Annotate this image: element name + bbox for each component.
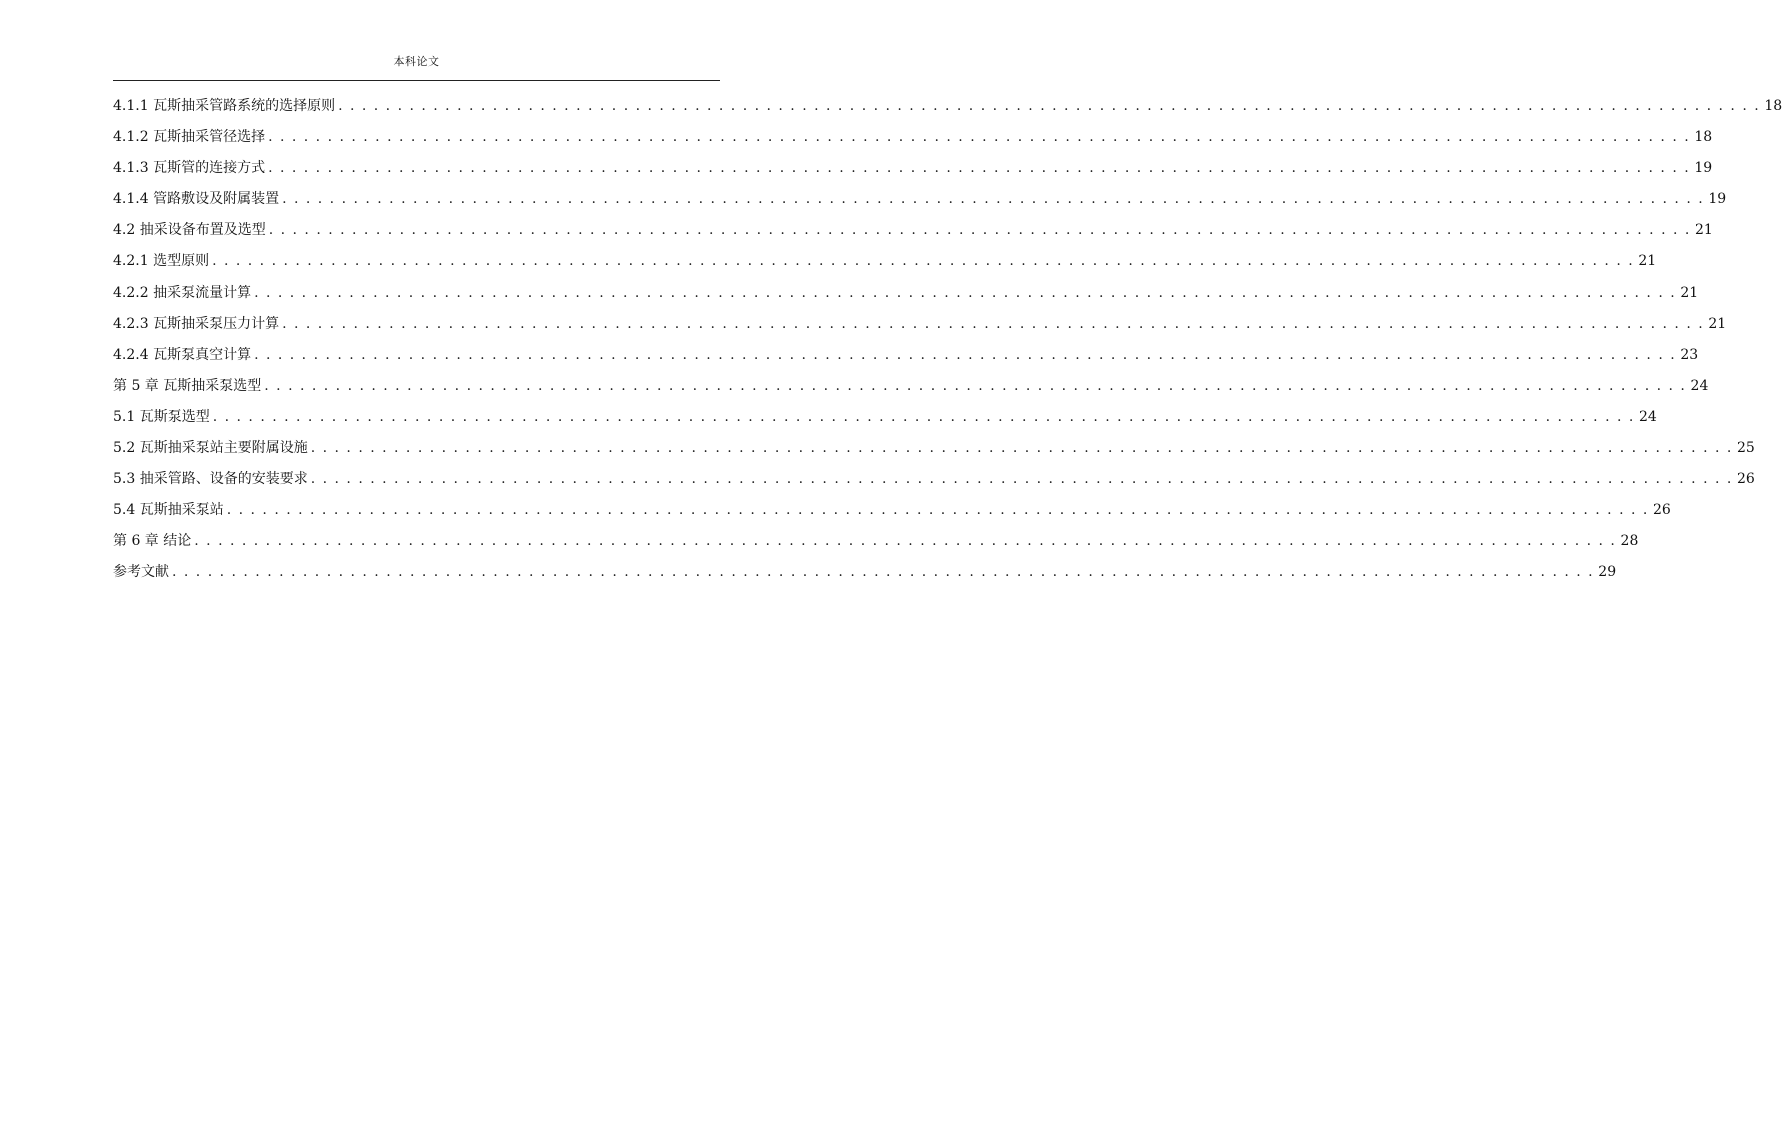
toc-dot-leader: . . . . . . . . . . . . . . . . . . . . . . . . . . . . . . . . . . . . . . . . . . . . . . . . . . . . . . . . . . . . . . . . . . . . . . . . . . . . . . . . . . . . . . . . . . . . . . . . . . . . . . . . . . . . . . . . . . . . . . . . bbox=[254, 346, 1677, 363]
toc-entry[interactable] bbox=[113, 282, 1699, 313]
toc-entry-title: 4.1.4 管路敷设及附属装置 bbox=[113, 191, 280, 208]
toc-dot-leader: . . . . . . . . . . . . . . . . . . . . . . . . . . . . . . . . . . . . . . . . . . . . . . . . . . . . . . . . . . . . . . . . . . . . . . . . . . . . . . . . . . . . . . . . . . . . . . . . . . . . . . . . . . . . . . . . . . . . . . . . bbox=[194, 533, 1617, 550]
toc-dot-leader: . . . . . . . . . . . . . . . . . . . . . . . . . . . . . . . . . . . . . . . . . . . . . . . . . . . . . . . . . . . . . . . . . . . . . . . . . . . . . . . . . . . . . . . . . . . . . . . . . . . . . . . . . . . . . . . . . . . . . . . . bbox=[268, 129, 1691, 146]
toc-dot-leader: . . . . . . . . . . . . . . . . . . . . . . . . . . . . . . . . . . . . . . . . . . . . . . . . . . . . . . . . . . . . . . . . . . . . . . . . . . . . . . . . . . . . . . . . . . . . . . . . . . . . . . . . . . . . . . . . . . . . . . . . bbox=[338, 98, 1761, 114]
toc-dot-leader: . . . . . . . . . . . . . . . . . . . . . . . . . . . . . . . . . . . . . . . . . . . . . . . . . . . . . . . . . . . . . . . . . . . . . . . . . . . . . . . . . . . . . . . . . . . . . . . . . . . . . . . . . . . . . . . . . . . . . . . . bbox=[310, 471, 1733, 488]
toc-entry[interactable] bbox=[113, 530, 1639, 561]
toc-entry-title: 4.1.1 瓦斯抽采管路系统的选择原则 bbox=[113, 98, 336, 114]
toc-entry[interactable] bbox=[113, 375, 1709, 406]
toc-entry-page-number: 24 bbox=[1639, 408, 1657, 425]
toc-entry[interactable] bbox=[113, 344, 1699, 375]
toc-entry-title: 5.3 抽采管路、设备的安装要求 bbox=[113, 471, 308, 488]
toc-entry[interactable] bbox=[113, 406, 1657, 437]
table-of-contents bbox=[113, 95, 1782, 593]
toc-entry-page-number: 28 bbox=[1620, 533, 1639, 550]
toc-entry-page-number: 18 bbox=[1694, 129, 1713, 146]
toc-dot-leader: . . . . . . . . . . . . . . . . . . . . . . . . . . . . . . . . . . . . . . . . . . . . . . . . . . . . . . . . . . . . . . . . . . . . . . . . . . . . . . . . . . . . . . . . . . . . . . . . . . . . . . . . . . . . . . . . . . . . . . . . bbox=[268, 160, 1691, 177]
toc-dot-leader: . . . . . . . . . . . . . . . . . . . . . . . . . . . . . . . . . . . . . . . . . . . . . . . . . . . . . . . . . . . . . . . . . . . . . . . . . . . . . . . . . . . . . . . . . . . . . . . . . . . . . . . . . . . . . . . . . . . . . . . . bbox=[310, 440, 1733, 457]
toc-entry-page-number: 26 bbox=[1737, 471, 1755, 488]
toc-entry[interactable] bbox=[113, 561, 1617, 592]
toc-entry[interactable] bbox=[113, 219, 1713, 250]
toc-entry-page-number: 23 bbox=[1680, 346, 1699, 363]
toc-dot-leader: . . . . . . . . . . . . . . . . . . . . . . . . . . . . . . . . . . . . . . . . . . . . . . . . . . . . . . . . . . . . . . . . . . . . . . . . . . . . . . . . . . . . . . . . . . . . . . . . . . . . . . . . . . . . . . . . . . . . . . . . bbox=[172, 564, 1595, 581]
toc-entry-page-number: 29 bbox=[1598, 564, 1617, 581]
toc-entry[interactable] bbox=[113, 437, 1755, 468]
toc-entry-title: 4.2.1 选型原则 bbox=[113, 253, 210, 270]
toc-entry-page-number: 26 bbox=[1653, 502, 1671, 519]
toc-entry[interactable] bbox=[113, 313, 1727, 344]
toc-entry-title: 5.4 瓦斯抽采泵站 bbox=[113, 502, 224, 519]
toc-entry-page-number: 25 bbox=[1737, 440, 1755, 457]
toc-entry-page-number: 21 bbox=[1680, 284, 1699, 301]
toc-entry[interactable] bbox=[113, 188, 1727, 219]
page-header: 本科论文 bbox=[393, 55, 440, 68]
toc-entry-page-number: 19 bbox=[1708, 191, 1727, 208]
toc-entry-page-number: 24 bbox=[1690, 377, 1709, 394]
toc-entry-title: 4.1.3 瓦斯管的连接方式 bbox=[113, 160, 266, 177]
toc-entry[interactable] bbox=[113, 126, 1713, 157]
toc-entry-title: 4.2.2 抽采泵流量计算 bbox=[113, 284, 252, 301]
toc-dot-leader: . . . . . . . . . . . . . . . . . . . . . . . . . . . . . . . . . . . . . . . . . . . . . . . . . . . . . . . . . . . . . . . . . . . . . . . . . . . . . . . . . . . . . . . . . . . . . . . . . . . . . . . . . . . . . . . . . . . . . . . . bbox=[226, 502, 1649, 519]
toc-entry[interactable] bbox=[113, 468, 1755, 499]
toc-entry-page-number: 21 bbox=[1695, 222, 1713, 239]
toc-entry-title: 5.2 瓦斯抽采泵站主要附属设施 bbox=[113, 440, 308, 457]
toc-dot-leader: . . . . . . . . . . . . . . . . . . . . . . . . . . . . . . . . . . . . . . . . . . . . . . . . . . . . . . . . . . . . . . . . . . . . . . . . . . . . . . . . . . . . . . . . . . . . . . . . . . . . . . . . . . . . . . . . . . . . . . . . bbox=[282, 315, 1705, 332]
toc-entry-title: 参考文献 bbox=[113, 564, 169, 581]
toc-entry-page-number: 21 bbox=[1708, 315, 1727, 332]
toc-entry-page-number: 18 bbox=[1764, 98, 1782, 114]
toc-entry-page-number: 19 bbox=[1694, 160, 1713, 177]
toc-entry-title: 第 5 章 瓦斯抽采泵选型 bbox=[113, 377, 262, 394]
toc-dot-leader: . . . . . . . . . . . . . . . . . . . . . . . . . . . . . . . . . . . . . . . . . . . . . . . . . . . . . . . . . . . . . . . . . . . . . . . . . . . . . . . . . . . . . . . . . . . . . . . . . . . . . . . . . . . . . . . . . . . . . . . . bbox=[282, 191, 1705, 208]
toc-entry-title: 4.2.4 瓦斯泵真空计算 bbox=[113, 346, 252, 363]
header-divider bbox=[113, 80, 720, 81]
toc-entry[interactable] bbox=[113, 157, 1713, 188]
toc-entry[interactable] bbox=[113, 499, 1671, 530]
toc-dot-leader: . . . . . . . . . . . . . . . . . . . . . . . . . . . . . . . . . . . . . . . . . . . . . . . . . . . . . . . . . . . . . . . . . . . . . . . . . . . . . . . . . . . . . . . . . . . . . . . . . . . . . . . . . . . . . . . . . . . . . . . . bbox=[212, 253, 1635, 270]
toc-entry[interactable] bbox=[113, 95, 1782, 126]
toc-entry-title: 4.2.3 瓦斯抽采泵压力计算 bbox=[113, 315, 280, 332]
toc-entry-title: 4.1.2 瓦斯抽采管径选择 bbox=[113, 129, 266, 146]
toc-entry-title: 4.2 抽采设备布置及选型 bbox=[113, 222, 266, 239]
toc-dot-leader: . . . . . . . . . . . . . . . . . . . . . . . . . . . . . . . . . . . . . . . . . . . . . . . . . . . . . . . . . . . . . . . . . . . . . . . . . . . . . . . . . . . . . . . . . . . . . . . . . . . . . . . . . . . . . . . . . . . . . . . . bbox=[268, 222, 1691, 239]
toc-dot-leader: . . . . . . . . . . . . . . . . . . . . . . . . . . . . . . . . . . . . . . . . . . . . . . . . . . . . . . . . . . . . . . . . . . . . . . . . . . . . . . . . . . . . . . . . . . . . . . . . . . . . . . . . . . . . . . . . . . . . . . . . bbox=[212, 408, 1635, 425]
toc-dot-leader: . . . . . . . . . . . . . . . . . . . . . . . . . . . . . . . . . . . . . . . . . . . . . . . . . . . . . . . . . . . . . . . . . . . . . . . . . . . . . . . . . . . . . . . . . . . . . . . . . . . . . . . . . . . . . . . . . . . . . . . . bbox=[264, 377, 1687, 394]
toc-entry-title: 第 6 章 结论 bbox=[113, 533, 192, 550]
toc-dot-leader: . . . . . . . . . . . . . . . . . . . . . . . . . . . . . . . . . . . . . . . . . . . . . . . . . . . . . . . . . . . . . . . . . . . . . . . . . . . . . . . . . . . . . . . . . . . . . . . . . . . . . . . . . . . . . . . . . . . . . . . . bbox=[254, 284, 1677, 301]
toc-entry-page-number: 21 bbox=[1638, 253, 1657, 270]
toc-entry-title: 5.1 瓦斯泵选型 bbox=[113, 408, 210, 425]
toc-entry[interactable] bbox=[113, 250, 1657, 281]
